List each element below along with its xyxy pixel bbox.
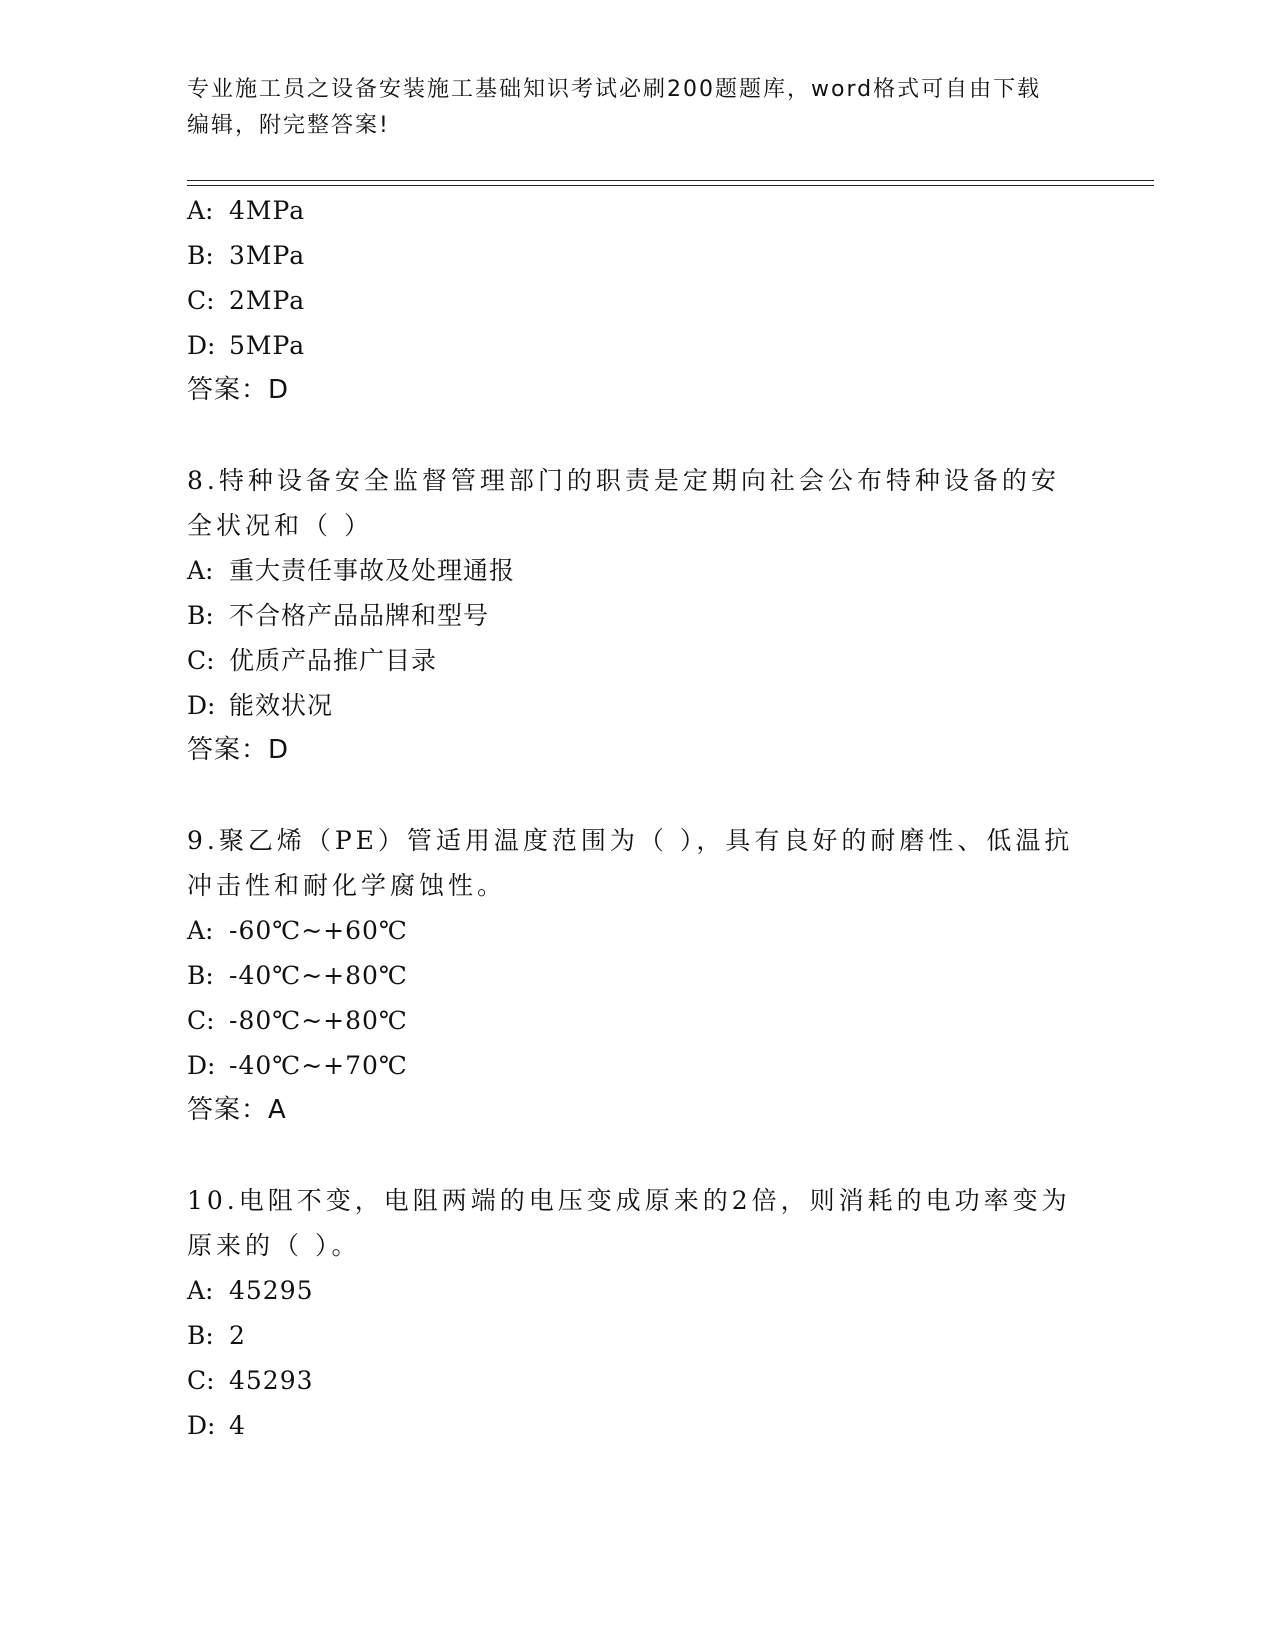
q7-option-a: A: 4MPa [187,196,306,225]
q9-text-line-1: 9.聚乙烯（PE）管适用温度范围为（ ），具有良好的耐磨性、低温抗 [187,826,1074,855]
q9-option-b: B: -40℃~+80℃ [187,961,408,990]
q10-option-a: A: 45295 [187,1276,314,1305]
header-line-2: 编辑，附完整答案! [187,113,390,138]
q9-option-a: A: -60℃~+60℃ [187,916,408,945]
q7-option-c: C: 2MPa [187,286,306,315]
q9-answer: 答案：A [187,1095,287,1125]
header-line-1: 专业施工员之设备安装施工基础知识考试必刷200题题库，word格式可自由下载 [187,77,1042,102]
q8-option-b: B: 不合格产品品牌和型号 [187,601,490,630]
q10-text-line-1: 10.电阻不变，电阻两端的电压变成原来的2倍，则消耗的电功率变为 [187,1186,1071,1215]
q8-option-d: D: 能效状况 [187,691,334,720]
q10-text-line-2: 原来的（ ）。 [187,1231,361,1260]
q7-answer: 答案：D [187,375,290,405]
header-divider-bottom [187,185,1154,186]
q9-option-d: D: -40℃~+70℃ [187,1051,408,1080]
page-header [187,72,1067,144]
q10-option-b: B: 2 [187,1321,246,1350]
q8-text-line-1: 8.特种设备安全监督管理部门的职责是定期向社会公布特种设备的安 [187,466,1060,495]
header-divider-top [187,180,1154,181]
q9-option-c: C: -80℃~+80℃ [187,1006,408,1035]
q10-option-d: D: 4 [187,1411,246,1440]
q9-text-line-2: 冲击性和耐化学腐蚀性。 [187,871,507,900]
q8-option-c: C: 优质产品推广目录 [187,646,438,675]
q10-option-c: C: 45293 [187,1366,314,1395]
q7-option-b: B: 3MPa [187,241,306,270]
q8-answer: 答案：D [187,735,290,765]
q8-text-line-2: 全状况和（ ） [187,511,373,540]
q8-option-a: A: 重大责任事故及处理通报 [187,556,516,585]
q7-option-d: D: 5MPa [187,331,306,360]
